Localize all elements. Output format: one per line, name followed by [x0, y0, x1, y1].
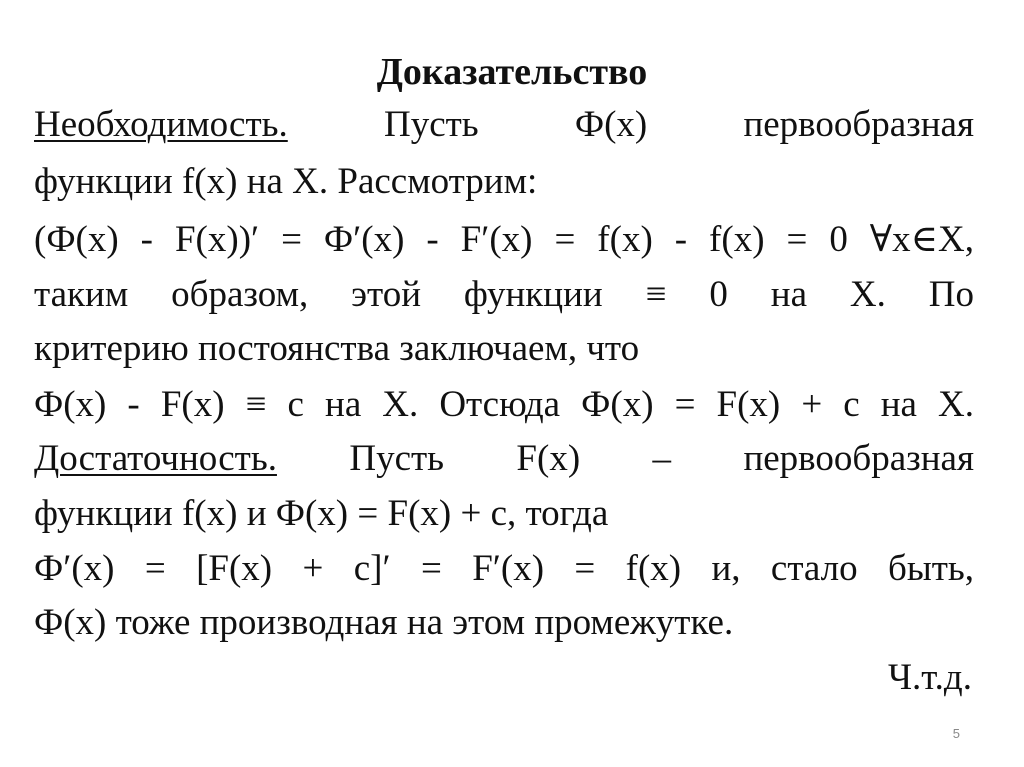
- proof-line-9: Ф′(x) = [F(x) + c]′ = F′(x) = f(x) и, стало быть,: [34, 548, 974, 589]
- proof-line-3: (Ф(x) - F(x))′ = Ф′(x) - F′(x) = f(x) - f(x) = 0 ∀x∈X,: [34, 219, 974, 260]
- proof-line-4: таким образом, этой функции ≡ 0 на X. По: [34, 274, 974, 315]
- proof-text: Пусть Ф(x) первообразная: [287, 104, 974, 145]
- qed-mark: Ч.т.д.: [887, 657, 972, 698]
- sufficiency-label: Достаточность.: [34, 438, 277, 479]
- proof-line-5: критерию постоянства заключаем, что: [34, 328, 640, 369]
- proof-line-1: [34, 101, 974, 149]
- proof-text: Пусть F(x) – первообразная: [276, 438, 974, 479]
- proof-line-8: функции f(x) и Ф(x) = F(x) + c, тогда: [34, 493, 609, 534]
- slide-title: Доказательство: [376, 51, 648, 93]
- necessity-label: Необходимость.: [34, 104, 288, 145]
- proof-line-2: функции f(x) на X. Рассмотрим:: [34, 161, 538, 202]
- page-number: 5: [952, 726, 960, 741]
- proof-line-10: Ф(x) тоже производная на этом промежутке.: [34, 602, 734, 643]
- proof-line-7: [34, 435, 974, 483]
- proof-line-6: Ф(x) - F(x) ≡ c на X. Отсюда Ф(x) = F(x) + c на X.: [34, 384, 974, 425]
